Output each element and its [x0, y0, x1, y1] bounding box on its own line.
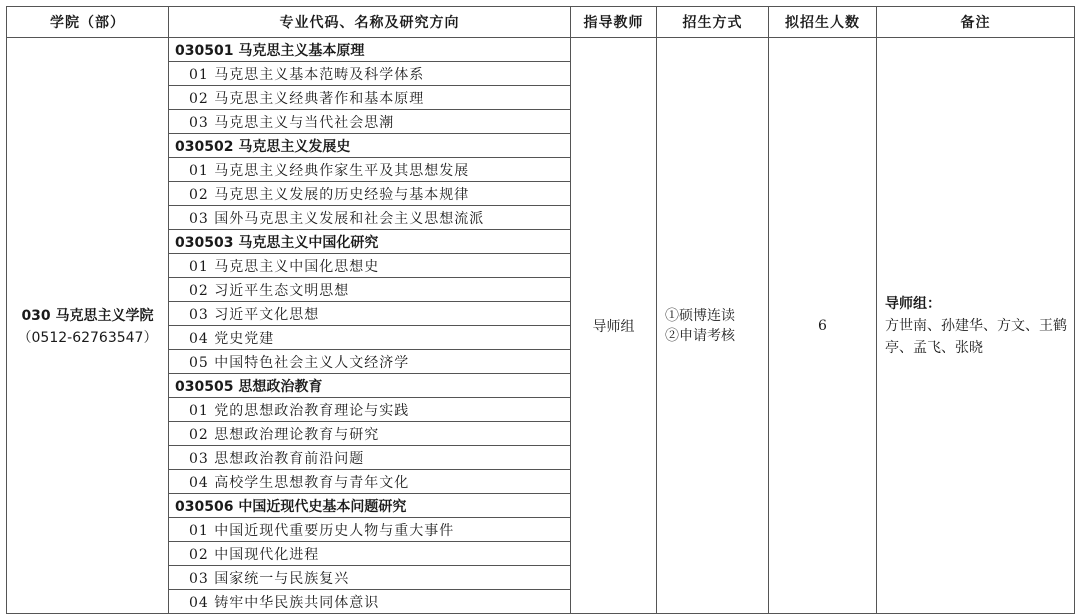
research-direction: 02 思想政治理论教育与研究	[169, 422, 571, 446]
header-quota: 拟招生人数	[769, 7, 877, 38]
research-direction: 02 中国现代化进程	[169, 542, 571, 566]
major-title: 030503 马克思主义中国化研究	[169, 230, 571, 254]
method-item: ②申请考核	[665, 327, 735, 344]
research-direction: 03 习近平文化思想	[169, 302, 571, 326]
research-direction: 03 国外马克思主义发展和社会主义思想流派	[169, 206, 571, 230]
research-direction: 04 党史党建	[169, 326, 571, 350]
header-row	[7, 7, 1075, 38]
school-cell	[7, 38, 169, 614]
advisor-names: 方世南、孙建华、方文、王鹤亭、孟飞、张晓	[885, 317, 1067, 356]
major-title: 030506 中国近现代史基本问题研究	[169, 494, 571, 518]
major-title: 030502 马克思主义发展史	[169, 134, 571, 158]
method-item: ①硕博连读	[665, 307, 735, 324]
research-direction: 01 党的思想政治教育理论与实践	[169, 398, 571, 422]
header-school: 学院（部）	[7, 7, 169, 38]
school-name: 030 马克思主义学院	[21, 307, 154, 324]
research-direction: 02 马克思主义发展的历史经验与基本规律	[169, 182, 571, 206]
header-method: 招生方式	[657, 7, 769, 38]
research-direction: 04 铸牢中华民族共同体意识	[169, 590, 571, 614]
research-direction: 02 习近平生态文明思想	[169, 278, 571, 302]
major-title: 030505 思想政治教育	[169, 374, 571, 398]
research-direction: 01 中国近现代重要历史人物与重大事件	[169, 518, 571, 542]
quota-cell: 6	[769, 38, 877, 614]
research-direction: 02 马克思主义经典著作和基本原理	[169, 86, 571, 110]
note-title: 导师组：	[885, 295, 941, 312]
research-direction: 01 马克思主义基本范畴及科学体系	[169, 62, 571, 86]
research-direction: 03 思想政治教育前沿问题	[169, 446, 571, 470]
research-direction: 01 马克思主义经典作家生平及其思想发展	[169, 158, 571, 182]
major-title: 030501 马克思主义基本原理	[169, 38, 571, 62]
admission-table	[6, 6, 1075, 614]
method-cell	[657, 38, 769, 614]
advisor-cell: 导师组	[571, 38, 657, 614]
header-advisor: 指导教师	[571, 7, 657, 38]
research-direction: 05 中国特色社会主义人文经济学	[169, 350, 571, 374]
major-row	[7, 38, 1075, 62]
header-major: 专业代码、名称及研究方向	[169, 7, 571, 38]
header-note: 备注	[877, 7, 1075, 38]
note-cell	[877, 38, 1075, 614]
school-phone: （0512-62763547）	[17, 329, 158, 346]
research-direction: 01 马克思主义中国化思想史	[169, 254, 571, 278]
research-direction: 04 高校学生思想教育与青年文化	[169, 470, 571, 494]
research-direction: 03 国家统一与民族复兴	[169, 566, 571, 590]
research-direction: 03 马克思主义与当代社会思潮	[169, 110, 571, 134]
